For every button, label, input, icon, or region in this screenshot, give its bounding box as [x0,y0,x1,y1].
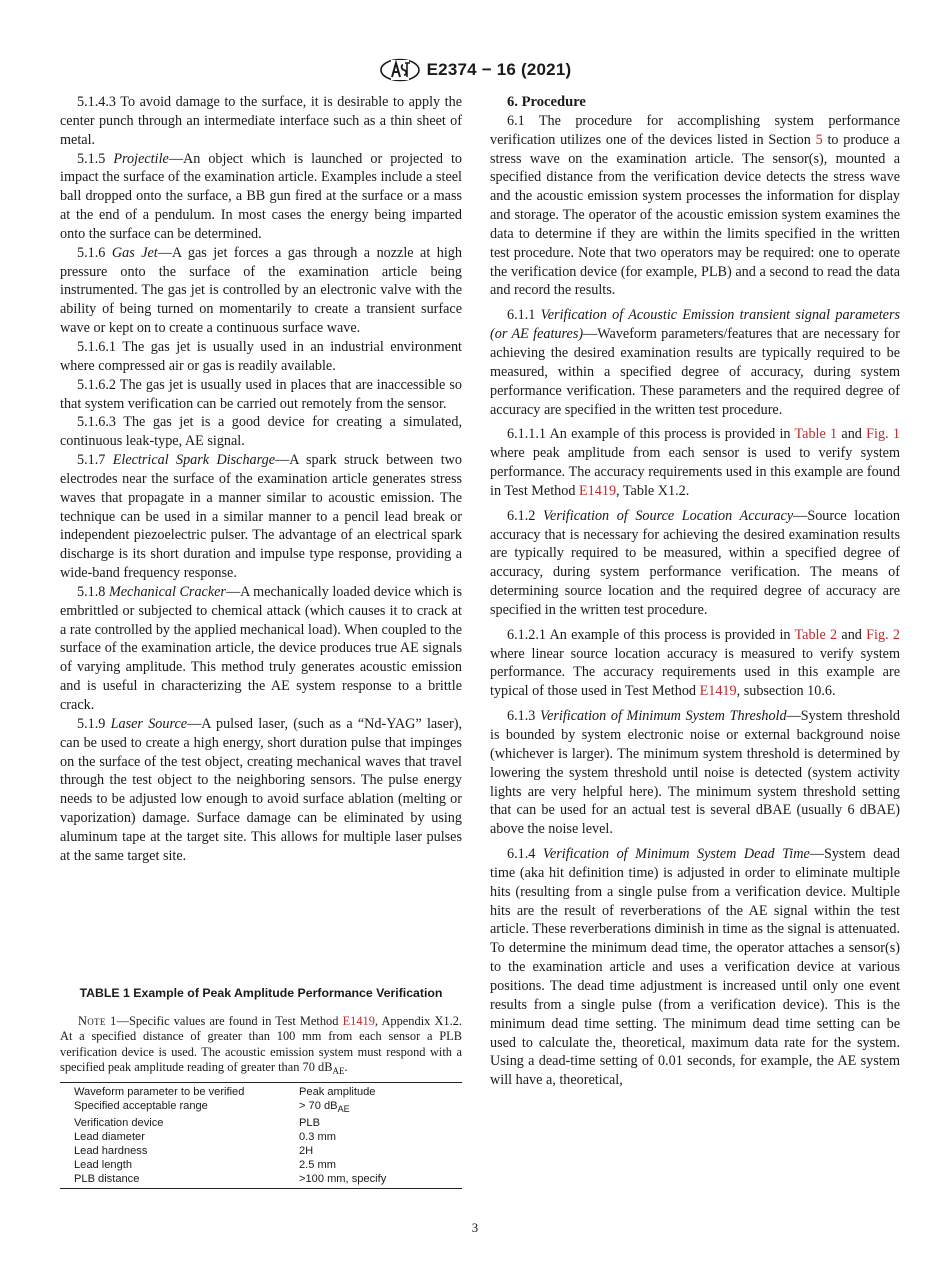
table-row: Lead diameter 0.3 mm [74,1130,336,1143]
link-e1419[interactable]: E1419 [579,482,617,499]
standard-designation: E2374 − 16 (2021) [426,60,572,79]
term-laser-source: Laser Source [110,715,188,732]
table-title: TABLE 1 Example of Peak Amplitude Performance Verification [79,986,443,1000]
paragraph-5-1-5: 5.1.5 Projectile—An object which is launched or projected to impact the surface of the examination article. Examples include a steel ball dropped onto the surface, a BB gun fired at the surface or a mass at the end of a pendulum. In most cases the energy being imparted onto the surface can be determined. [60,150,463,242]
paragraph-6-1: 6.1 The procedure for accomplishing system performance verification utilizes one of the devices listed in Section 5 to produce a stress wave on the examination article. The sensor(s), mounted a specified distance from the verification device detects the stress wave and the acoustic emission system processes the information for display and storage. The operator of the acoustic emission system examines the data to determine if they are within the limits specified in the written test procedure. Note that two operators may be required: one to operate the verification device (for example, PLB) and a second to read the data and record the results. [490,112,900,299]
paragraph-6-1-2: 6.1.2 Verification of Source Location Accuracy—Source location accuracy that is necessary for achieving the desired examination results are typically required to be measured, within a specified degree of accuracy, during system performance verification. The means of determining source location and the required degree of accuracy are specified in the written test procedure. [490,507,900,618]
paragraph-6-1-3: 6.1.3 Verification of Minimum System Threshold—System threshold is bounded by system electronic noise or external background noise (whichever is larger). The minimum system threshold is determined by lowering the system threshold until noise is detected (system activity lights are very helpful here). The minimum system threshold setting that can be used for an actual test is several dBAE (usually 6 dBAE) above the noise level. [490,708,900,838]
term-minimum-system-dead-time: Verification of Minimum System Dead Time [542,846,810,863]
table-row: Lead length 2.5 mm [74,1159,336,1172]
paragraph-5-1-8: 5.1.8 Mechanical Cracker—A mechanically loaded device which is embrittled or subjected to chemical attack (which causes it to crack at a rate controlled by the applied mechanical load). When coupled to the surface of the examination article, the device produces true AE signals of varying amplitude. This method truly generates acoustic emission and is useful in characterizing the AE system response to a brittle crack. [60,583,463,713]
link-section-5[interactable]: 5 [815,131,823,148]
link-fig-2[interactable]: Fig. 2 [866,626,900,643]
paragraph-5-1-7: 5.1.7 Electrical Spark Discharge—A spark struck between two electrodes near the surface of the examination article generates stress waves that propagate in a manner similar to acoustic emission. The technique can be used in a similar manner to a pencil lead break or independent piezoelectric pulser. The advantage of an electrical spark discharge is its short duration and impulse type response, providing a wide-band frequency response. [60,452,462,582]
page-header [0,58,950,84]
paragraph-5-1-6-2: 5.1.6.2 The gas jet is usually used in places that are inaccessible so that system verification can be carried out remotely from the sensor. [60,376,462,412]
paragraph-5-1-6: 5.1.6 Gas Jet—A gas jet forces a gas through a nozzle at high pressure onto the surface of the examination article being instrumented. The gas jet is controlled by an electronic valve with the ability of being turned on momentarily to create a transient surface wave or kept on to create a continuous surface wave. [60,244,462,337]
term-projectile: Projectile [113,150,169,167]
table-row: Specified acceptable range > 70 $dB_{AE}$ [74,1099,350,1114]
table-1-data [60,1082,462,1190]
section-title: 6. Procedure [507,94,586,110]
paragraph-6-1-1-1: 6.1.1.1 An example of this process is provided in Table 1 and Fig. 1 where peak amplitude from each sensor is used to verify system performance. The accuracy requirements used in this example are found in Test Method E1419, Table X1.2. [490,426,900,499]
paragraph-6-1-4: 6.1.4 Verification of Minimum System Dead Time—System dead time (aka hit definition time) is adjusted in order to eliminate multiple hits (resulting from a single pulse from a verification device. Multiple hits are the result of reverberations of the AE signal within the test article. These reverberations diminish in time as the signal is attenuated. To determine the minimum dead time, the operator attaches a sensor(s) to the examination article and uses a verification device at various positions. The dead time adjustment is increased until only one event results from a single pulse (from a verification device). This is the minimum dead time setting. The minimum dead time setting can be used to calculate the, theoretical, maximum data rate for the system. Using a dead-time setting of 0.01 seconds, for example, the AE system will have a, theoretical, [490,846,901,1089]
table-row: Lead hardness 2H [74,1145,314,1157]
table-1 [60,986,462,1189]
paragraph-5-1-4-3: 5.1.4.3 To avoid damage to the surface, it is desirable to apply the center punch through an intermediate interface such as a thin sheet of metal. [60,94,462,148]
link-e1419[interactable]: E1419 [699,683,737,700]
astm-logo-icon [379,58,421,82]
table-row: PLB distance >100 mm, specify [74,1173,387,1186]
page-number: 3 [471,1221,479,1235]
paragraph-5-1-6-3: 5.1.6.3 The gas jet is a good device for creating a simulated, continuous leak-type, AE signal. [60,414,462,450]
term-mechanical-cracker: Mechanical Cracker [108,583,226,600]
link-e1419[interactable]: E1419 [342,1014,375,1028]
paragraph-6-1-2-1: 6.1.2.1 An example of this process is provided in Table 2 and Fig. 2 where linear source location accuracy is measured to verify system performance. The accuracy requirements used in this example are typical of those used in Test Method E1419, subsection 10.6. [490,626,900,700]
link-table-1[interactable]: Table 1 [794,426,838,443]
term-source-location-accuracy: Verification of Source Location Accuracy [542,507,794,524]
term-minimum-system-threshold: Verification of Minimum System Threshold [540,708,787,725]
table-row: Waveform parameter to be verified Peak amplitude [74,1085,376,1098]
term-verification-ae-parameters: Verification of Acoustic Emission transient signal parameters (or AE features) [490,307,900,343]
link-table-2[interactable]: Table 2 [794,626,838,643]
term-electrical-spark-discharge: Electrical Spark Discharge [112,452,276,469]
table-row: Verification device PLB [74,1116,320,1129]
term-gas-jet: Gas Jet [111,244,158,261]
right-column [490,93,900,1090]
paragraph-5-1-6-1: 5.1.6.1 The gas jet is usually used in an industrial environment where compressed air or gas is readily available. [60,338,462,374]
table-note: Note 1—Specific values are found in Test Method E1419, Appendix X1.2. At a specified distance of greater than 100 mm from each sensor a PLB verification device is used. The acoustic emission system must respond with a specified peak amplitude reading of greater than 70 $dB_{AE}$. [60,1014,462,1077]
note-label: Note 1 [78,1014,117,1028]
left-column [60,93,462,866]
paragraph-5-1-9: 5.1.9 Laser Source—A pulsed laser, (such as a “Nd-YAG” laser), can be used to create a high energy, short duration pulse that impinges on the surface of the test object, creating mechanical waves that travel through the test object to the neighboring sensors. The pulse energy needs to be adjusted low enough to avoid surface ablation (melting or vaporization) damage. Surface damage can be eliminated by using aluminum tape at the target site. This allows for multiple laser pulses at the same target site. [60,715,462,864]
link-fig-1[interactable]: Fig. 1 [866,426,900,443]
paragraph-6-1-1: 6.1.1 Verification of Acoustic Emission transient signal parameters (or AE features)—Waveform parameters/features that are necessary for achieving the desired examination results are typically required to be measured, within a specified degree of accuracy, during system performance verification. These parameters and the required degree of accuracy are specified in the written test procedure. [490,307,900,418]
